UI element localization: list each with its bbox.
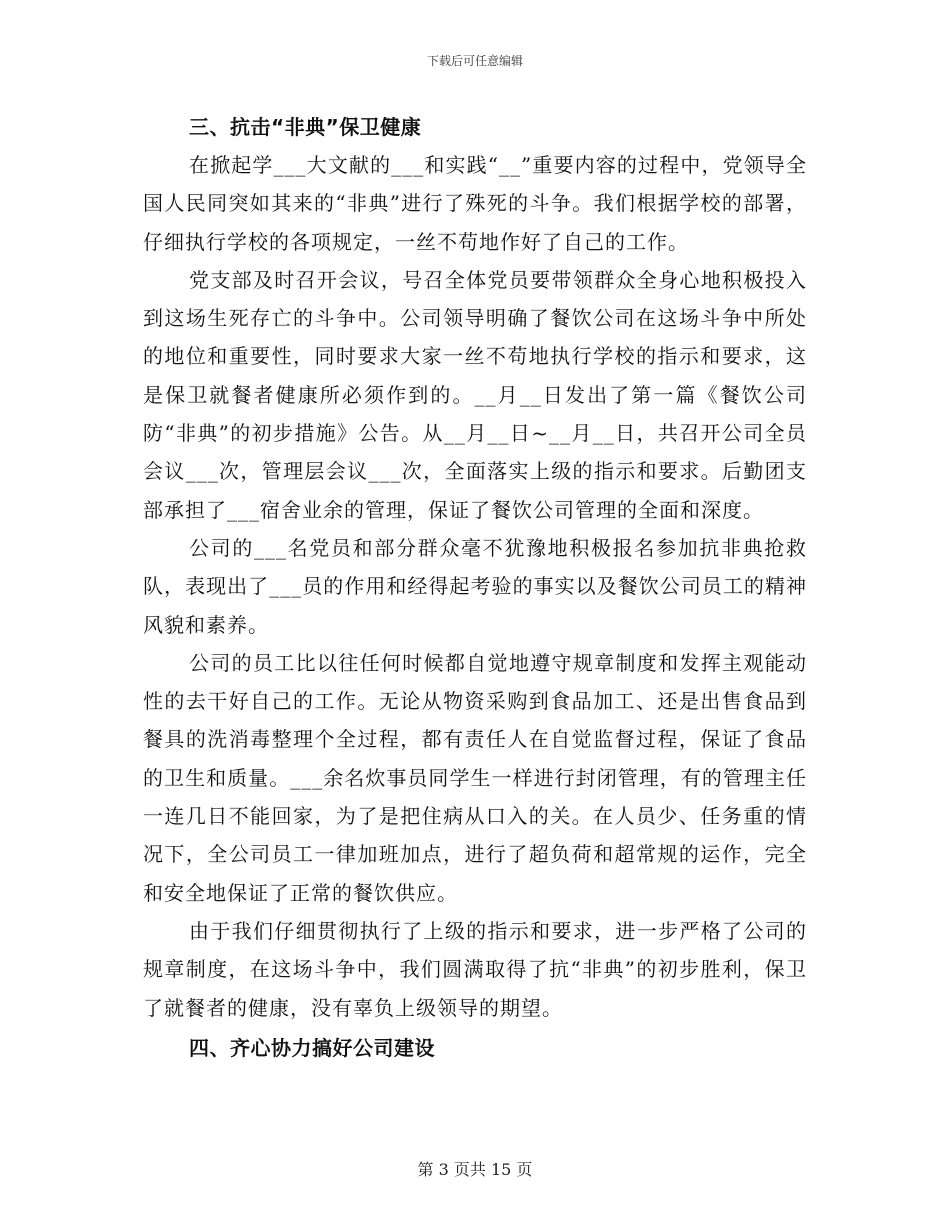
section-heading-3: 三、抗击“非典”保卫健康 [189, 115, 422, 139]
section-heading-4: 四、齐心协力搞好公司建设 [189, 1035, 435, 1060]
document-body [143, 108, 807, 1067]
paragraph: 公司的___名党员和部分群众毫不犹豫地积极报名参加抗非典抢救队，表现出了___员的作用和经得起考验的事实以及餐饮公司员工的精神风貌和素养。 [143, 535, 807, 637]
page-number: 第 3 页共 15 页 [417, 1160, 533, 1179]
paragraph: 党支部及时召开会议，号召全体党员要带领群众全身心地积极投入到这场生死存亡的斗争中。公司领导明确了餐饮公司在这场斗争中所处的地位和重要性，同时要求大家一丝不苟地执行学校的指示和要求，这是保卫就餐者健康所必须作到的。__月__日发出了第一篇《餐饮公司防“非典”的初步措施》公告。从__月__日~__月__日，共召开公司全员会议___次，管理层会议___次，全面落实上级的指示和要求。后勤团支部承担了___宿舍业余的管理，保证了餐饮公司管理的全面和深度。 [143, 267, 807, 522]
paragraph: 由于我们仔细贯彻执行了上级的指示和要求，进一步严格了公司的规章制度，在这场斗争中，我们圆满取得了抗“非典”的初步胜利，保卫了就餐者的健康，没有辜负上级领导的期望。 [143, 918, 807, 1020]
paragraph: 公司的员工比以往任何时候都自觉地遵守规章制度和发挥主观能动性的去干好自己的工作。无论从物资采购到食品加工、还是出售食品到餐具的洗消毒整理个全过程，都有责任人在自觉监督过程，保证了食品的卫生和质量。___余名炊事员同学生一样进行封闭管理，有的管理主任一连几日不能回家，为了是把住病从口入的关。在人员少、任务重的情况下，全公司员工一律加班加点，进行了超负荷和超常规的运作，完全和安全地保证了正常的餐饮供应。 [143, 650, 807, 905]
header-note: 下载后可任意编辑 [426, 54, 523, 68]
paragraph: 在掀起学___大文献的___和实践“__”重要内容的过程中，党领导全国人民同突如其来的“非典”进行了殊死的斗争。我们根据学校的部署，仔细执行学校的各项规定，一丝不苟地作好了自己的工作。 [143, 153, 807, 254]
